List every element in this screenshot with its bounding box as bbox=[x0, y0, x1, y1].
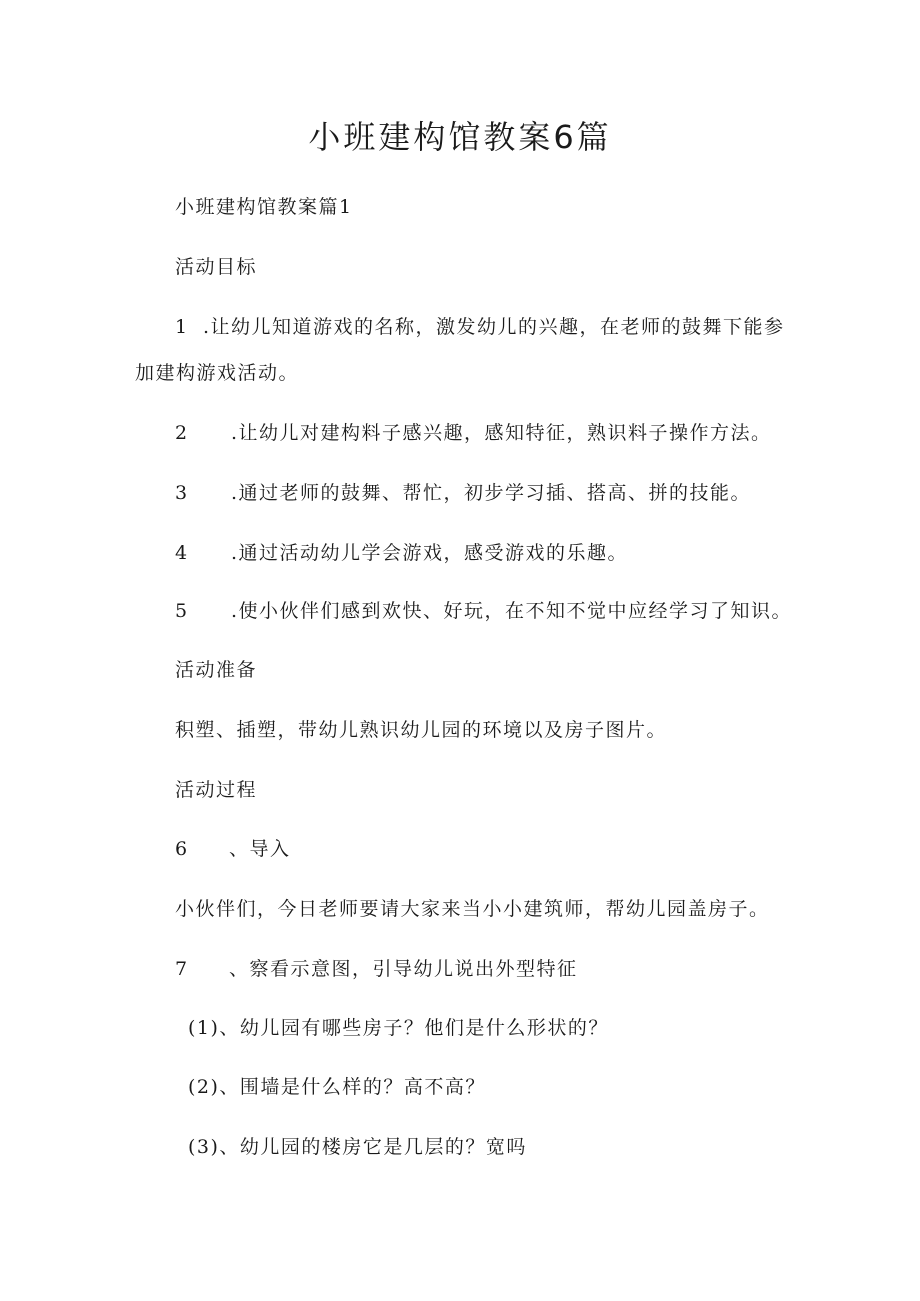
process-heading: 活动过程 bbox=[175, 779, 258, 801]
goal-item-1 bbox=[175, 314, 785, 340]
goal-number: 4 bbox=[175, 542, 189, 564]
step-text: 、导入 bbox=[229, 838, 291, 860]
goal-number: 2 bbox=[175, 422, 189, 444]
question-3: (3)、幼儿园的楼房它是几层的？宽吗 bbox=[188, 1136, 527, 1158]
section-subtitle: 小班建构馆教案篇1 bbox=[175, 196, 353, 218]
goal-text: .通过老师的鼓舞、帮忙，初步学习插、搭高、拼的技能。 bbox=[231, 482, 752, 504]
step-6 bbox=[175, 836, 291, 862]
step-number: 7 bbox=[175, 958, 189, 980]
question-1: (1)、幼儿园有哪些房子？他们是什么形状的？ bbox=[188, 1017, 609, 1039]
goal-item-1-continued: 加建构游戏活动。 bbox=[135, 362, 300, 384]
goal-text: .使小伙伴们感到欢快、好玩，在不知不觉中应经学习了知识。 bbox=[231, 600, 793, 622]
goal-item-4 bbox=[175, 540, 628, 566]
goal-text: .让幼儿知道游戏的名称，激发幼儿的兴趣，在老师的鼓舞下能参 bbox=[203, 316, 785, 338]
goal-number: 1 bbox=[175, 316, 189, 338]
goal-number: 3 bbox=[175, 482, 189, 504]
prep-text: 积塑、插塑，带幼儿熟识幼儿园的环境以及房子图片。 bbox=[175, 719, 668, 741]
step-7 bbox=[175, 956, 578, 982]
goal-text: .通过活动幼儿学会游戏，感受游戏的乐趣。 bbox=[231, 542, 629, 564]
step-text: 、察看示意图，引导幼儿说出外型特征 bbox=[229, 958, 578, 980]
goal-text: .让幼儿对建构料子感兴趣，感知特征，熟识料子操作方法。 bbox=[231, 422, 772, 444]
step-number: 6 bbox=[175, 838, 189, 860]
goal-number: 5 bbox=[175, 600, 189, 622]
goal-item-2 bbox=[175, 420, 772, 446]
step-6-body: 小伙伴们，今日老师要请大家来当小小建筑师，帮幼儿园盖房子。 bbox=[175, 898, 770, 920]
question-2: (2)、围墙是什么样的？高不高？ bbox=[188, 1076, 486, 1098]
prep-heading: 活动准备 bbox=[175, 659, 258, 681]
goal-item-3 bbox=[175, 480, 751, 506]
goal-item-5 bbox=[175, 598, 792, 624]
goals-heading: 活动目标 bbox=[175, 256, 258, 278]
document-title: 小班建构馆教案6篇 bbox=[308, 118, 612, 156]
